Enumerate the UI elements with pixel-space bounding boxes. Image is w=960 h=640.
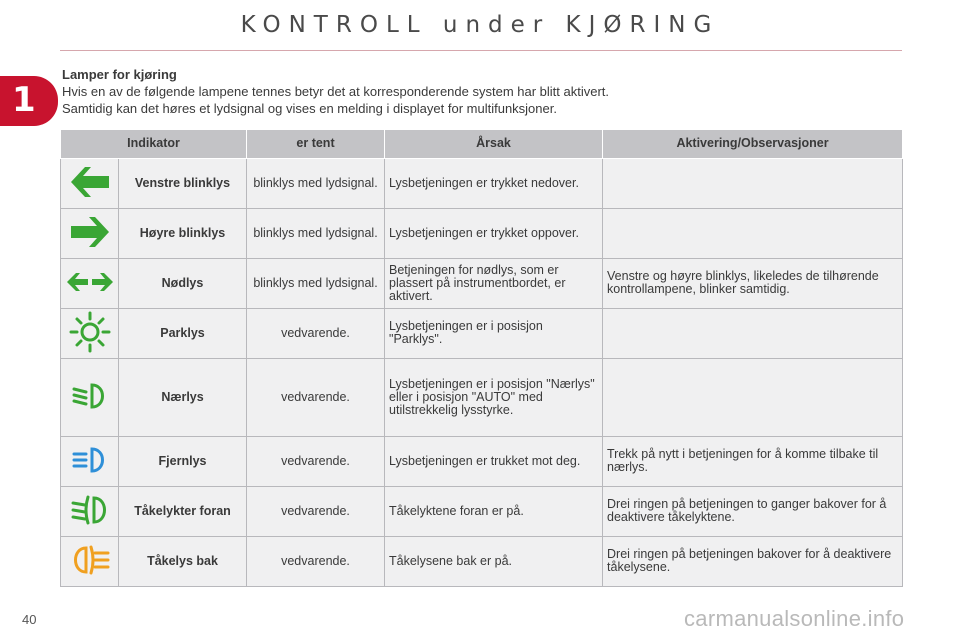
note-text [603,308,903,358]
header-cause: Årsak [385,130,603,158]
table-row [61,358,903,436]
chapter-number: 1 [12,80,36,120]
section-heading: Lamper for kjøring [62,67,177,82]
watermark-text: carmanualsonline.info [684,606,905,631]
front-fog-light-icon [70,494,110,529]
cause-text: Betjeningen for nødlys, som er plassert på instrumentbordet, er aktivert. [385,258,603,308]
indicator-name: Tåkelys bak [119,536,247,586]
note-text: Trekk på nytt i betjeningen for å komme tilbake til nærlys. [603,436,903,486]
cause-text: Lysbetjeningen er trykket oppover. [385,208,603,258]
table-row [61,208,903,258]
lit-state: vedvarende. [247,308,385,358]
note-text [603,208,903,258]
lit-state: blinklys med lydsignal. [247,158,385,208]
note-text: Drei ringen på betjeningen bakover for å deaktivere tåkelysene. [603,536,903,586]
table-row [61,158,903,208]
cause-text: Tåkelyktene foran er på. [385,486,603,536]
header-indicator: Indikator [61,130,247,158]
cause-text: Lysbetjeningen er i posisjon "Parklys". [385,308,603,358]
icon-cell [61,308,119,358]
table-row [61,308,903,358]
hazard-arrows-icon [66,270,114,297]
indicator-name: Parklys [119,308,247,358]
note-text: Venstre og høyre blinklys, likeledes de tilhørende kontrollampene, blinker samtidig. [603,258,903,308]
main-beam-icon [70,445,110,478]
right-arrow-indicator-icon [69,214,111,253]
table-row [61,536,903,586]
indicator-table [60,130,903,587]
lit-state: blinklys med lydsignal. [247,208,385,258]
lit-state: vedvarende. [247,536,385,586]
indicator-name: Høyre blinklys [119,208,247,258]
icon-cell [61,536,119,586]
page-title: KONTROLL under KJØRING [240,12,720,38]
indicator-name: Venstre blinklys [119,158,247,208]
icon-cell [61,486,119,536]
indicator-name: Fjernlys [119,436,247,486]
intro-section [62,66,902,117]
cause-text: Tåkelysene bak er på. [385,536,603,586]
indicator-name: Tåkelykter foran [119,486,247,536]
left-arrow-indicator-icon [69,164,111,203]
page-number: 40 [22,612,37,627]
chapter-tab [0,76,58,126]
lit-state: vedvarende. [247,486,385,536]
icon-cell [61,258,119,308]
table-row [61,486,903,536]
header-notes: Aktivering/Observasjoner [603,130,903,158]
icon-cell [61,358,119,436]
icon-cell [61,208,119,258]
note-text: Drei ringen på betjeningen to ganger bakover for å deaktivere tåkelyktene. [603,486,903,536]
dipped-beam-icon [70,381,110,414]
table-header-row [61,130,903,158]
lit-state: vedvarende. [247,358,385,436]
cause-text: Lysbetjeningen er i posisjon "Nærlys" eller i posisjon "AUTO" med utilstrekkelig lysstyrke. [385,358,603,436]
note-text [603,158,903,208]
table-row [61,436,903,486]
intro-text-line-2: Samtidig kan det høres et lydsignal og vises en melding i displayet for multifunksjoner. [62,101,557,116]
title-divider [60,50,902,51]
icon-cell [61,436,119,486]
parking-light-icon [68,311,112,356]
note-text [603,358,903,436]
table-row [61,258,903,308]
indicator-name: Nærlys [119,358,247,436]
intro-text-line-1: Hvis en av de følgende lampene tennes betyr det at korresponderende system har blitt aktivert. [62,84,610,99]
header-lit: er tent [247,130,385,158]
rear-fog-light-icon [70,544,110,579]
indicator-name: Nødlys [119,258,247,308]
cause-text: Lysbetjeningen er trukket mot deg. [385,436,603,486]
lit-state: vedvarende. [247,436,385,486]
cause-text: Lysbetjeningen er trykket nedover. [385,158,603,208]
lit-state: blinklys med lydsignal. [247,258,385,308]
icon-cell [61,158,119,208]
